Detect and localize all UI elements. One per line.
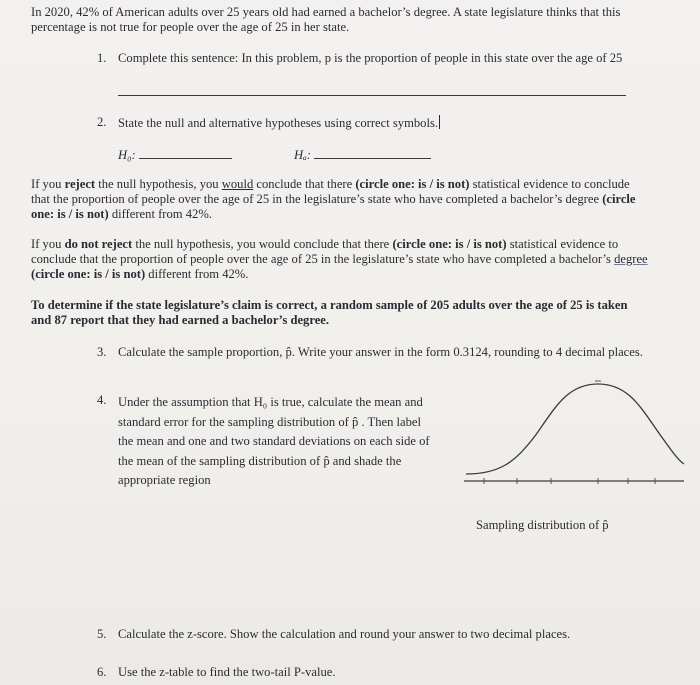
q3-text: Calculate the sample proportion, p̂. Write your answer in the form 0.3124, rounding to 4 decimal places. bbox=[118, 345, 643, 359]
q1-answer-blank bbox=[118, 95, 626, 96]
text-cursor bbox=[439, 115, 440, 129]
intro-line-2: percentage is not true for people over the age of 25 in her state. bbox=[31, 20, 350, 34]
q5-number: 5. bbox=[97, 627, 107, 641]
q4-number: 4. bbox=[97, 393, 107, 407]
q4-line-2: standard error for the sampling distribution of p̂ . Then label bbox=[118, 414, 421, 429]
q2-text bbox=[118, 115, 440, 131]
normal-curve bbox=[466, 384, 684, 474]
q6-text: Use the z-table to find the two-tail P-value. bbox=[118, 665, 336, 679]
q4-line-5: appropriate region bbox=[118, 473, 211, 487]
h0-row bbox=[118, 148, 232, 163]
q1-number: 1. bbox=[97, 51, 107, 65]
reject-paragraph bbox=[31, 177, 691, 222]
q6-number: 6. bbox=[97, 665, 107, 679]
h0-label: H₀: bbox=[118, 148, 136, 162]
sample-line-1: To determine if the state legislature’s claim is correct, a random sample of 205 adults over the age of 25 is taken bbox=[31, 298, 628, 312]
h0-answer-blank bbox=[139, 158, 232, 159]
graph-caption: Sampling distribution of p̂ bbox=[476, 518, 609, 532]
q4-text bbox=[118, 393, 458, 491]
q2-text-label: State the null and alternative hypotheses using correct symbols. bbox=[118, 116, 439, 130]
sampling-distribution-graph bbox=[460, 376, 685, 491]
ha-row bbox=[294, 148, 431, 163]
q3-number: 3. bbox=[97, 345, 107, 359]
reject-line-2: that the proportion of people over the age of 25 in the legislature’s state who have completed a bachelor’s degree (circle bbox=[31, 192, 636, 206]
intro-paragraph bbox=[31, 5, 691, 35]
q2-number: 2. bbox=[97, 115, 107, 129]
q4-line-1: Under the assumption that H₀ is true, calculate the mean and bbox=[118, 395, 423, 409]
sample-paragraph bbox=[31, 298, 696, 328]
intro-line-1: In 2020, 42% of American adults over 25 years old had earned a bachelor’s degree. A state legislature thinks that this bbox=[31, 5, 621, 19]
not-reject-line-1: If you do not reject the null hypothesis, you would conclude that there (circle one: is / is not) statistical evidence to bbox=[31, 237, 619, 251]
not-reject-line-2: conclude that the proportion of people over the age of 25 in the legislature’s state who have completed a bachelor’s degree bbox=[31, 252, 648, 266]
reject-line-1: If you reject the null hypothesis, you would conclude that there (circle one: is / is not) statistical evidence to conclude bbox=[31, 177, 630, 191]
sample-line-2: and 87 report that they had earned a bachelor’s degree. bbox=[31, 313, 330, 327]
q4-line-3: the mean and one and two standard deviations on each side of bbox=[118, 434, 430, 448]
ha-answer-blank bbox=[314, 158, 431, 159]
not-reject-paragraph bbox=[31, 237, 696, 282]
reject-line-3: one: is / is not) different from 42%. bbox=[31, 207, 212, 221]
ha-label: Hₐ: bbox=[294, 148, 311, 162]
q1-text: Complete this sentence: In this problem, p is the proportion of people in this state over the age of 25 bbox=[118, 51, 623, 65]
not-reject-line-3: (circle one: is / is not) different from 42%. bbox=[31, 267, 249, 281]
q5-text: Calculate the z-score. Show the calculation and round your answer to two decimal places. bbox=[118, 627, 571, 641]
q4-line-4: the mean of the sampling distribution of p̂ and shade the bbox=[118, 453, 402, 468]
